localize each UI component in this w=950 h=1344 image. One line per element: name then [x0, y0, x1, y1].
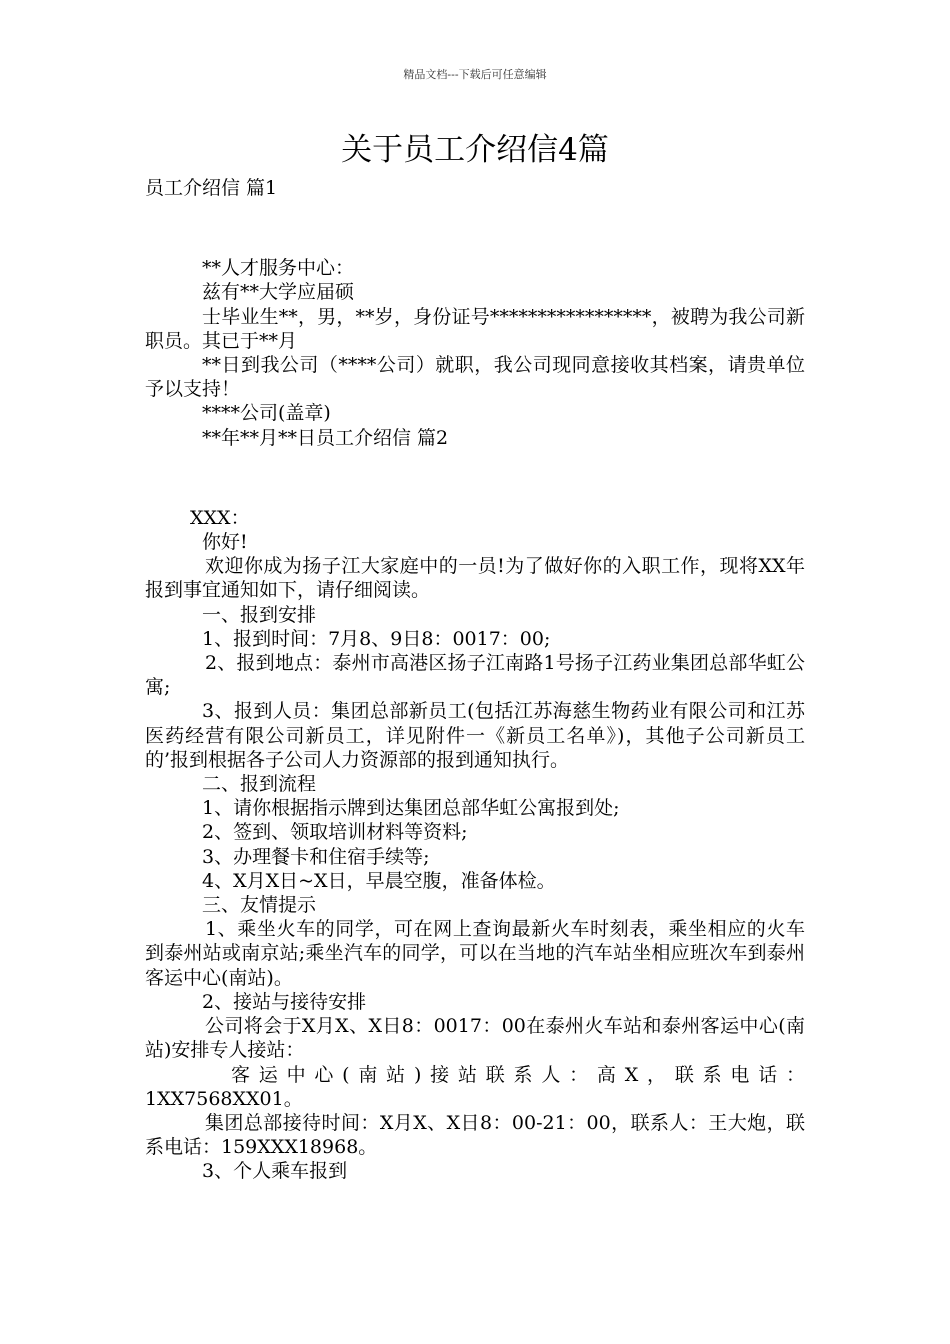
- list-item: 3、个人乘车报到: [202, 1160, 348, 1183]
- letter1-signature: ****公司(盖章): [202, 402, 331, 425]
- letter2-greeting: 你好!: [202, 531, 248, 554]
- section-heading-arrangement: 一、报到安排: [202, 603, 317, 626]
- list-item: 1、报到时间：7月8、9日8：0017：00;: [202, 627, 551, 650]
- paragraph: 集团总部接待时间：X月X、X日8：00-21：00，联系人：王大炮，联系电话：159XXX18968。: [145, 1111, 805, 1159]
- contact-phone: 1XX7568XX01。: [145, 1087, 303, 1110]
- list-item: 2、接站与接待安排: [202, 990, 367, 1013]
- list-item: 1、请你根据指示牌到达集团总部华虹公寓报到处;: [202, 797, 620, 820]
- list-item: 1、乘坐火车的同学，可在网上查询最新火车时刻表，乘坐相应的火车到泰州站或南京站;乘坐汽车的同学，可以在当地的汽车站坐相应班次车到泰州客运中心(南站)。: [145, 918, 805, 989]
- list-item: 4、X月X日~X日，早晨空腹，准备体检。: [202, 869, 556, 892]
- letter1-paragraph: 兹有**大学应届硕: [202, 281, 355, 304]
- header-note: 精品文档---下载后可任意编辑: [403, 68, 547, 81]
- section-heading-tips: 三、友情提示: [202, 894, 317, 917]
- section-heading-process: 二、报到流程: [202, 773, 317, 796]
- contact-line: 客运中心(南站)接站联系人：高X，联系电话：: [231, 1063, 805, 1086]
- letter2-addressee: XXX：: [190, 506, 250, 529]
- letter1-addressee: **人才服务中心：: [202, 257, 355, 280]
- spacer: [145, 450, 805, 506]
- letter1-date-and-section2-heading: **年**月**日员工介绍信 篇2: [202, 426, 449, 449]
- letter2-intro: 欢迎你成为扬子江大家庭中的一员!为了做好你的入职工作，现将XX年报到事宜通知如下，请仔细阅读。: [145, 555, 805, 602]
- spacer: [145, 200, 805, 256]
- document-title: 关于员工介绍信4篇: [341, 132, 609, 168]
- list-item: 2、签到、领取培训材料等资料;: [202, 821, 468, 844]
- list-item: 3、办理餐卡和住宿手续等;: [202, 845, 430, 868]
- letter1-paragraph: **日到我公司（****公司）就职，我公司现同意接收其档案，请贵单位予以支持！: [145, 354, 805, 401]
- letter1-paragraph: 士毕业生**，男，**岁，身份证号*****************，被聘为我公司新职员。其已于**月: [145, 305, 805, 352]
- paragraph: 公司将会于X月X、X日8：0017：00在泰州火车站和泰州客运中心(南站)安排专人接站：: [145, 1015, 805, 1062]
- section1-heading: 员工介绍信 篇1: [145, 177, 278, 199]
- list-item: 3、报到人员：集团总部新员工(包括江苏海慈生物药业有限公司和江苏医药经营有限公司新员工，详见附件一《新员工名单》)，其他子公司新员工的’报到根据各子公司人力资源部的报到通知执行。: [145, 700, 805, 771]
- document-body: [145, 176, 805, 1184]
- list-item: 2、报到地点：泰州市高港区扬子江南路1号扬子江药业集团总部华虹公寓;: [145, 652, 805, 699]
